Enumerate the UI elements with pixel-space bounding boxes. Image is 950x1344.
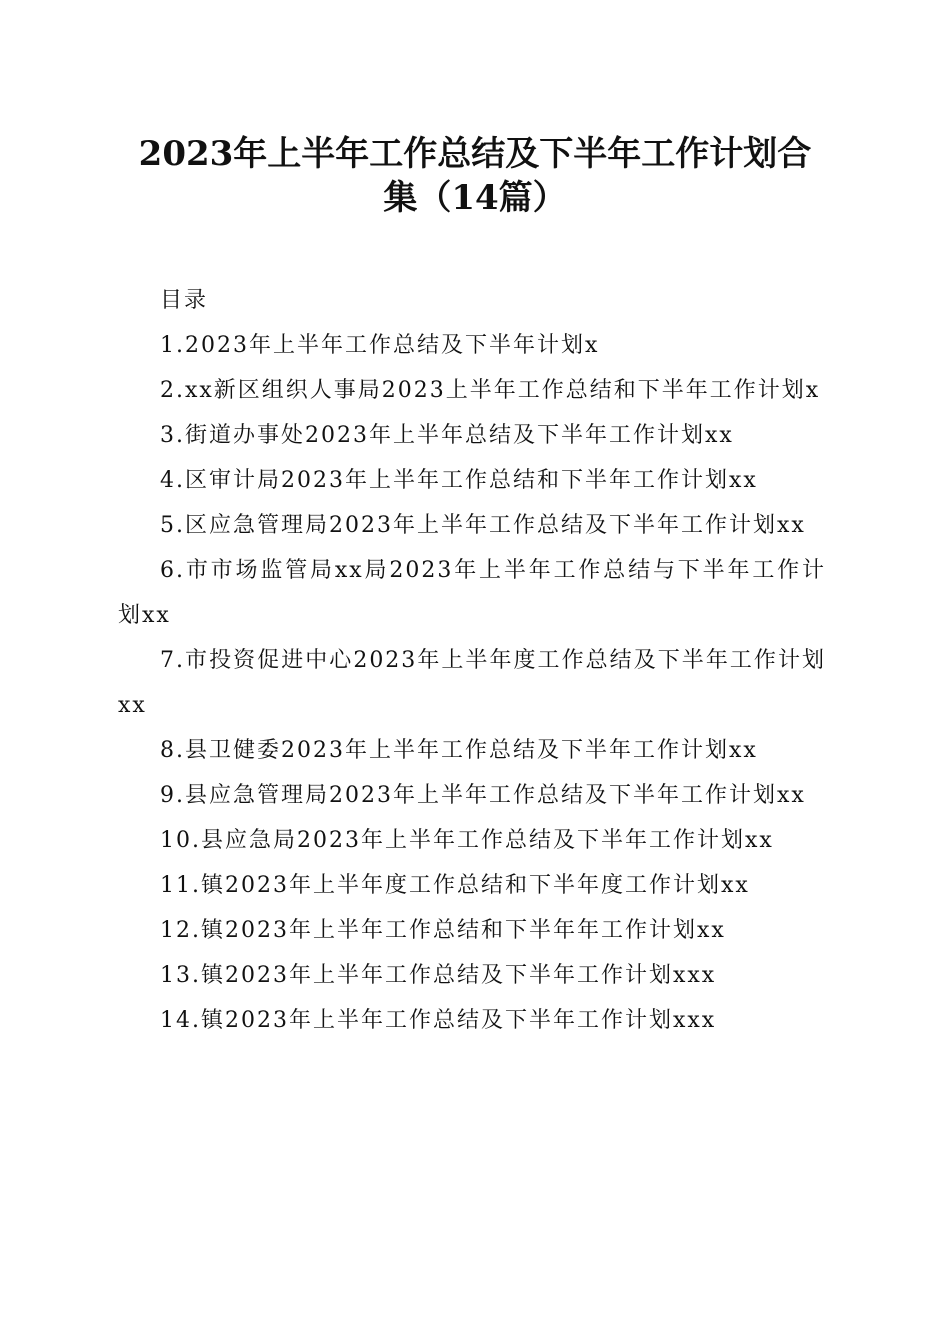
toc-item-5[interactable]: 5.区应急管理局2023年上半年工作总结及下半年工作计划xx [160,513,806,538]
document-title [110,132,840,220]
toc-item-13[interactable]: 13.镇2023年上半年工作总结及下半年工作计划xxx [160,963,717,988]
toc-item-12[interactable]: 12.镇2023年上半年工作总结和下半年年工作计划xx [160,918,726,943]
toc-item-8[interactable]: 8.县卫健委2023年上半年工作总结及下半年工作计划xx [160,738,758,763]
toc-item-10[interactable]: 10.县应急局2023年上半年工作总结及下半年工作计划xx [160,828,774,853]
toc-list [118,323,826,1043]
toc-heading: 目录 [160,288,209,313]
toc-item-1[interactable]: 1.2023年上半年工作总结及下半年计划x [160,333,600,358]
toc-item-11[interactable]: 11.镇2023年上半年度工作总结和下半年度工作计划xx [160,873,750,898]
title-line-2: 集（14篇） [383,178,567,218]
toc-item-14[interactable]: 14.镇2023年上半年工作总结及下半年工作计划xxx [160,1008,717,1033]
toc-item-9[interactable]: 9.县应急管理局2023年上半年工作总结及下半年工作计划xx [160,783,806,808]
toc-item-6[interactable]: 6.市市场监管局xx局2023年上半年工作总结与下半年工作计划xx [118,558,826,628]
table-of-contents [118,278,826,1043]
title-line-1: 2023年上半年工作总结及下半年工作计划合 [138,134,812,174]
toc-item-4[interactable]: 4.区审计局2023年上半年工作总结和下半年工作计划xx [160,468,758,493]
toc-item-3[interactable]: 3.街道办事处2023年上半年总结及下半年工作计划xx [160,423,734,448]
toc-item-2[interactable]: 2.xx新区组织人事局2023上半年工作总结和下半年工作计划x [160,378,821,403]
toc-item-7[interactable]: 7.市投资促进中心2023年上半年度工作总结及下半年工作计划xx [118,648,826,718]
